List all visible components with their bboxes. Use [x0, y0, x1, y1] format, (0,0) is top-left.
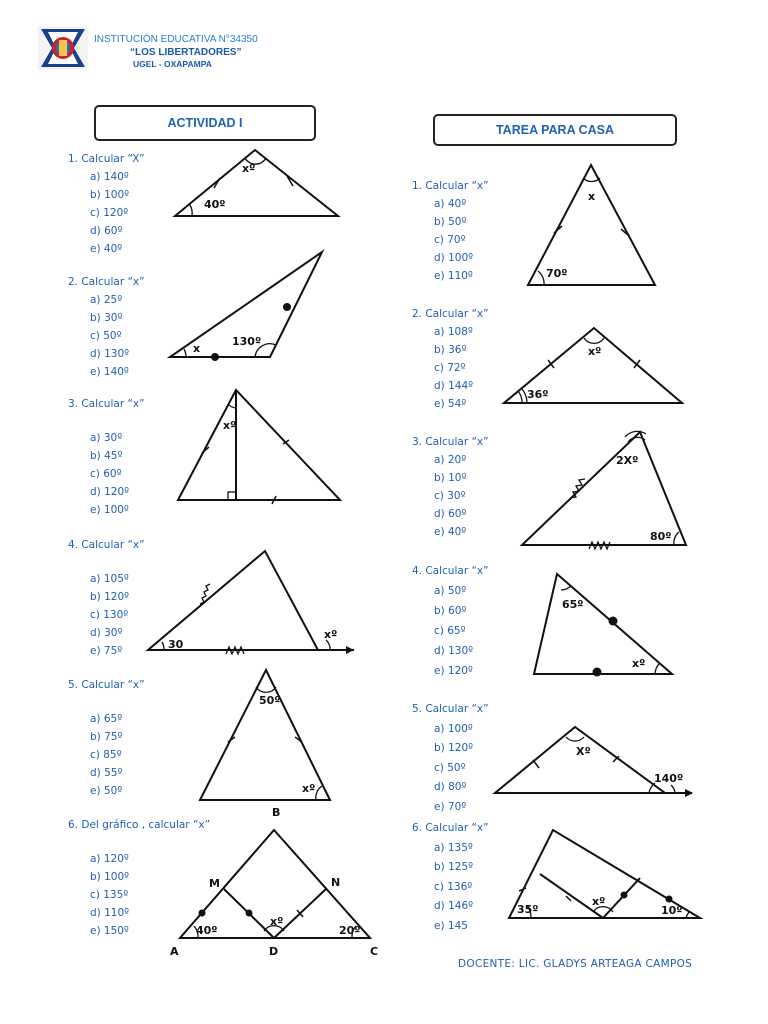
option-c: c) 60º [90, 468, 122, 480]
label: xº [270, 915, 284, 928]
label: 30 [168, 638, 184, 651]
option-e: e) 54º [434, 398, 467, 410]
figure-activity-4 [148, 551, 354, 654]
option-d: d) 110º [90, 907, 130, 919]
label: 140º [654, 772, 684, 785]
figure-activity-6 [170, 830, 378, 958]
option-d: d) 144º [434, 380, 474, 392]
question-prompt: 4. Calcular “x” [412, 565, 489, 577]
figure-homework-1 [528, 165, 655, 285]
homework-title: TAREA PARA CASA [433, 114, 677, 146]
option-b: b) 125º [434, 861, 474, 873]
label: C [370, 945, 379, 958]
figure-activity-5 [200, 670, 330, 819]
label: Xº [576, 745, 591, 758]
figure-homework-6 [509, 830, 700, 918]
label: x [193, 342, 201, 355]
question-prompt: 3. Calcular “x” [68, 398, 145, 410]
figure-activity-3 [178, 390, 340, 504]
option-c: c) 50º [434, 761, 466, 774]
option-c: c) 130º [90, 609, 129, 621]
option-d: d) 130º [434, 645, 474, 657]
option-e: e) 75º [90, 645, 123, 657]
label: 35º [517, 903, 539, 916]
label: 65º [562, 598, 584, 611]
question-prompt: 2. Calcular “x” [68, 276, 145, 288]
school-name: INSTITUCIÓN EDUCATIVA N°34350 [94, 34, 258, 45]
option-d: d) 130º [90, 348, 130, 360]
option-e: e) 140º [90, 366, 129, 378]
option-a: a) 40º [434, 198, 467, 210]
figure-activity-1 [175, 150, 338, 216]
option-d: d) 60º [90, 225, 123, 237]
option-c: c) 50º [90, 330, 122, 342]
option-a: a) 20º [434, 454, 467, 466]
label: 40º [196, 924, 218, 937]
label: 10º [661, 904, 683, 917]
option-e: e) 120º [434, 665, 473, 677]
label: D [269, 945, 279, 958]
option-b: b) 50º [434, 216, 467, 228]
option-a: a) 100º [434, 722, 473, 735]
label: 40º [204, 198, 226, 211]
question-prompt: 3. Calcular “x” [412, 436, 489, 448]
question-prompt: 6. Del gráfico , calcular “x” [68, 819, 211, 831]
option-c: c) 72º [434, 362, 466, 374]
label: xº [242, 162, 256, 175]
label: N [331, 876, 341, 889]
label: 36º [527, 388, 549, 401]
question-prompt: 6. Calcular “x” [412, 822, 489, 834]
option-b: b) 60º [434, 605, 467, 617]
option-a: a) 30º [90, 432, 123, 444]
option-b: b) 120º [434, 742, 474, 754]
option-c: c) 136º [434, 880, 473, 893]
option-a: a) 140º [90, 171, 129, 183]
label: A [170, 945, 179, 958]
option-b: b) 45º [90, 450, 123, 462]
option-a: a) 65º [90, 713, 123, 725]
figure-homework-3 [522, 431, 686, 549]
label: M [209, 877, 220, 890]
question-prompt: 1. Calcular “x” [412, 180, 489, 192]
option-d: d) 146º [434, 900, 474, 912]
option-d: d) 120º [90, 486, 130, 498]
option-d: d) 80º [434, 781, 467, 793]
figure-homework-5 [495, 727, 693, 797]
option-a: a) 105º [90, 573, 129, 585]
option-c: c) 65º [434, 625, 466, 637]
option-c: c) 120º [90, 207, 129, 219]
option-e: e) 70º [434, 800, 467, 813]
option-d: d) 100º [434, 252, 474, 264]
option-e: e) 50º [90, 785, 123, 797]
figure-activity-2 [170, 252, 322, 361]
question-prompt: 1. Calcular “X” [68, 153, 145, 165]
label: x [588, 190, 596, 203]
option-e: e) 40º [90, 243, 123, 255]
label: 2Xº [616, 454, 639, 467]
option-d: d) 55º [90, 767, 123, 779]
teacher-footer: DOCENTE: LIC. GLADYS ARTEAGA CAMPOS [458, 958, 693, 970]
option-b: b) 36º [434, 344, 467, 356]
option-a: a) 135º [434, 841, 473, 854]
option-d: d) 30º [90, 627, 123, 639]
label: 50º [259, 694, 281, 707]
label: 130º [232, 335, 262, 348]
label: xº [223, 419, 237, 432]
option-c: c) 135º [90, 889, 129, 901]
option-e: e) 40º [434, 526, 467, 538]
option-c: c) 85º [90, 749, 122, 761]
option-b: b) 100º [90, 189, 130, 201]
question-prompt: 5. Calcular “x” [412, 703, 489, 715]
option-b: b) 100º [90, 871, 130, 883]
school-ugel: UGEL - OXAPAMPA [133, 59, 212, 69]
label: 70º [546, 267, 568, 280]
option-a: a) 25º [90, 294, 123, 306]
figure-homework-4 [534, 574, 672, 677]
option-b: b) 30º [90, 312, 123, 324]
activity-title: ACTIVIDAD I [94, 105, 316, 141]
label: xº [302, 782, 316, 795]
option-c: c) 30º [434, 490, 466, 502]
option-b: b) 75º [90, 731, 123, 743]
option-e: e) 150º [90, 925, 129, 937]
option-e: e) 145 [434, 919, 468, 932]
option-a: a) 50º [434, 585, 467, 597]
option-e: e) 110º [434, 270, 473, 282]
label: xº [588, 345, 602, 358]
option-a: a) 120º [90, 853, 129, 865]
question-prompt: 2. Calcular “x” [412, 308, 489, 320]
option-b: b) 10º [434, 472, 467, 484]
option-a: a) 108º [434, 326, 473, 338]
option-b: b) 120º [90, 591, 130, 603]
label: xº [324, 628, 338, 641]
label: B [272, 806, 281, 819]
label: xº [632, 657, 646, 670]
label: 80º [650, 530, 672, 543]
question-prompt: 5. Calcular “x” [68, 679, 145, 691]
question-prompt: 4. Calcular “x” [68, 539, 145, 551]
option-d: d) 60º [434, 508, 467, 520]
school-motto: “LOS LIBERTADORES” [130, 47, 242, 58]
option-c: c) 70º [434, 234, 466, 246]
label: 20º [339, 924, 361, 937]
option-e: e) 100º [90, 504, 129, 516]
figure-homework-2 [504, 328, 682, 403]
label: xº [592, 895, 606, 908]
